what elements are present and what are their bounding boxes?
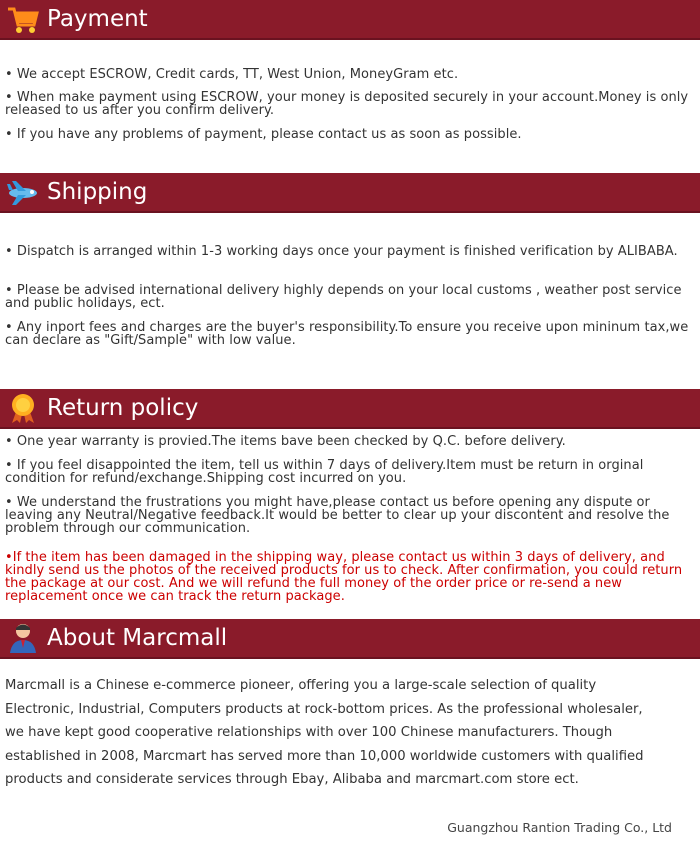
about-line: Electronic, Industrial, Computers products at rock-bottom prices. As the professional wholesaler, [5, 701, 643, 717]
shipping-title: Shipping [47, 179, 148, 205]
about-title: About Marcmall [47, 625, 228, 651]
shipping-item: • Any inport fees and charges are the buyer's responsibility.To ensure you receive upon mininum tax,we can declare as "Gift/Sample" with low value. [5, 320, 689, 348]
about-line: we have kept good cooperative relationships with over 100 Chinese manufacturers. Though [5, 725, 613, 740]
shopping-cart-icon [6, 3, 40, 35]
return-policy-item: • If you feel disappointed the item, tell us within 7 days of delivery.Item must be return in orginal condition for refund/exchange.Shipping cost incurred on you. [5, 458, 644, 486]
return-policy-header [0, 389, 700, 429]
return-policy-title: Return policy [47, 395, 199, 421]
return-policy-item: • One year warranty is provied.The items bave been checked by Q.C. before delivery. [5, 434, 566, 449]
payment-item: • When make payment using ESCROW, your money is deposited securely in your account.Money is only released to us after you confirm delivery. [5, 90, 689, 118]
payment-item: • We accept ESCROW, Credit cards, TT, West Union, MoneyGram etc. [5, 67, 459, 82]
about-line: established in 2008, Marcmart has served more than 10,000 worldwide customers with qualified [5, 748, 644, 764]
about-header [0, 619, 700, 659]
about-text [5, 674, 695, 792]
airplane-icon [6, 176, 40, 208]
shipping-item: • Please be advised international delivery highly depends on your local customs , weather post service and public holidays, ect. [5, 283, 682, 311]
about-line: Marcmall is a Chinese e-commerce pioneer, offering you a large-scale selection of quality [5, 678, 597, 693]
payment-item: • If you have any problems of payment, please contact us as soon as possible. [5, 127, 522, 142]
payment-header [0, 0, 700, 40]
shipping-header [0, 173, 700, 213]
person-icon [6, 622, 40, 654]
shipping-item: • Dispatch is arranged within 1-3 working days once your payment is finished verification by ALIBABA. [5, 244, 678, 259]
about-line: products and considerate services through Ebay, Alibaba and marcmart.com store ect. [5, 772, 579, 787]
medal-icon [6, 392, 40, 424]
return-policy-highlight: •If the item has been damaged in the shipping way, please contact us within 3 days of delivery, and kindly send us the photos of the received products for us to check. After confirmation, you could return the package at our cost. And we will refund the full money of the order price or re-send a new replacement once we can track the return package. [5, 550, 683, 604]
payment-title: Payment [47, 6, 148, 32]
return-policy-item: • We understand the frustrations you might have,please contact us before opening any dispute or leaving any Neutral/Negative feedback.It would be better to clear up your discontent and resolve the problem through our communication. [5, 495, 670, 536]
company-signature: Guangzhou Rantion Trading Co., Ltd [447, 820, 672, 835]
